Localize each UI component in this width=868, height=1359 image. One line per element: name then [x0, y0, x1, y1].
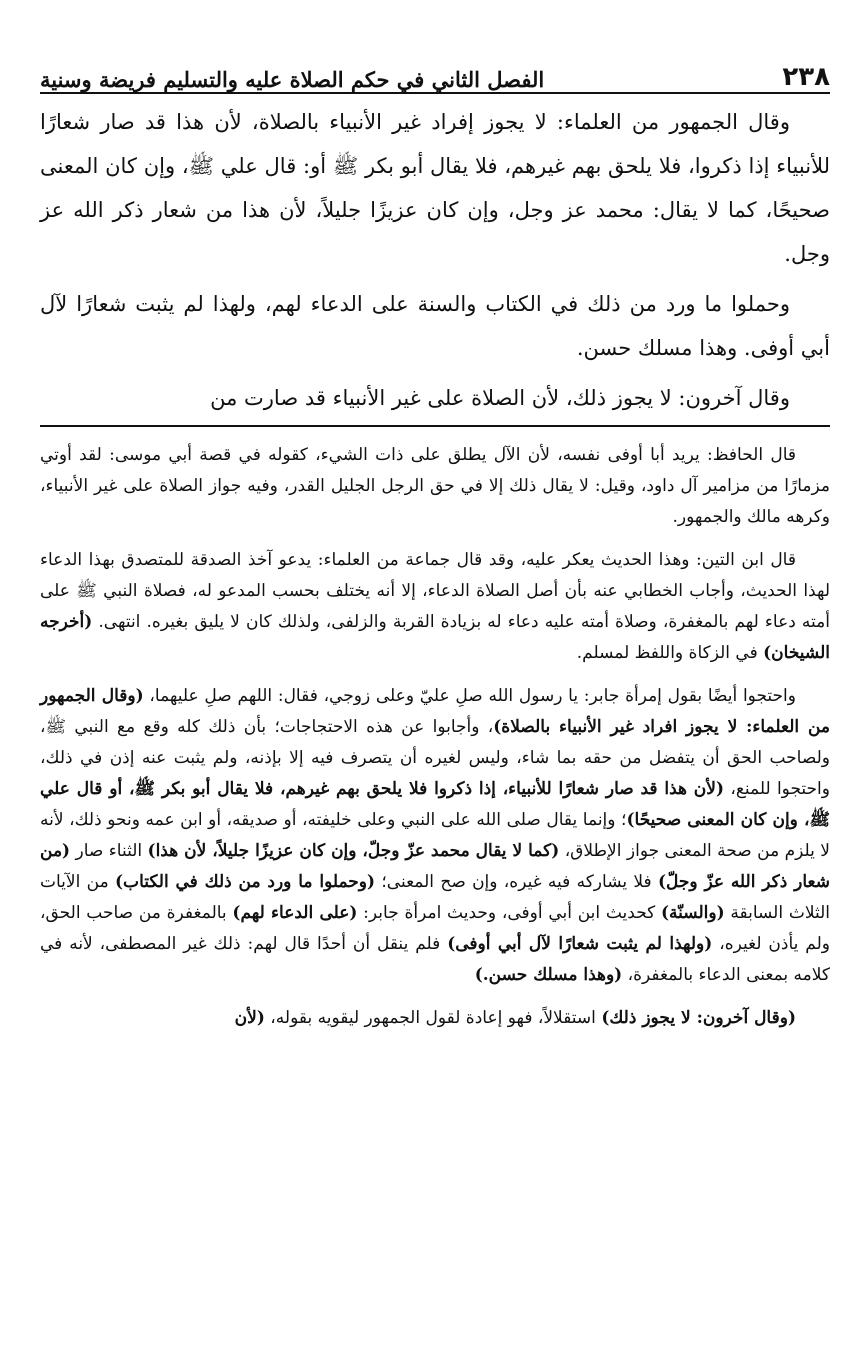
commentary-bold-text: (لأن — [234, 1008, 265, 1028]
commentary-paragraph — [40, 545, 830, 669]
commentary-bold-text: (من شعار ذكر الله عزّ وجلّ) — [40, 841, 831, 892]
running-header — [40, 38, 830, 92]
main-text — [40, 100, 830, 420]
commentary-bold-text: (وحملوا ما ورد من ذلك في الكتاب) — [115, 872, 376, 892]
commentary-bold-text: (وهذا مسلك حسن.) — [474, 965, 623, 985]
commentary-text: فلا يشاركه فيه غيره، وإن صح المعنى؛ — [375, 872, 658, 892]
commentary-bold-text: (والسنّة) — [661, 903, 725, 923]
main-paragraph: وحملوا ما ورد من ذلك في الكتاب والسنة على الدعاء لهم، ولهذا لم يثبت شعارًا لآل أبي أوفى. وهذا مسلك حسن. — [40, 292, 830, 360]
commentary-bold-text: (وقال آخرون: لا يجوز ذلك) — [601, 1008, 796, 1028]
commentary-text: بالمغفرة من صاحب الحق، ولم يأذن لغيره، — [40, 903, 831, 954]
commentary-bold-text: (لأن هذا قد صار شعارًا للأنبياء، إذا ذكروا فلا يلحق بهم غيرهم، فلا يقال أبو بكر ﷺ، أو قال علي ﷺ، وإن كان المعنى صحيحًا) — [40, 779, 830, 830]
commentary-text: في الزكاة واللفظ لمسلم. — [576, 643, 758, 663]
commentary-text: ، وأجابوا عن هذه الاحتجاجات؛ بأن ذلك كله وقع مع النبي ﷺ، ولصاحب الحق أن يتفضل من حقه بما شاء، وليس لغيره أن يتصرف فيه إلا بإذنه، ولم يثبت عنه إذن في ذلك، واحتجوا للمنع، — [40, 717, 830, 799]
commentary-bold-text: (كما لا يقال محمد عزّ وجلّ، وإن كان عزيزًا جليلاً، لأن هذا) — [147, 841, 560, 861]
commentary-paragraph — [40, 681, 830, 991]
commentary-text: فلم ينقل أن أحدًا قال لهم: ذلك غير المصطفى، لأنه في كلامه بمعنى الدعاء بالمغفرة، — [40, 934, 830, 985]
commentary-paragraph: قال الحافظ: يريد أبا أوفى نفسه، لأن الآل يطلق على ذات الشيء، كقوله في قصة أبي موسى: لقد أوتي مزمارًا من مزامير آل داود، وقيل: لا يقال ذلك إلا في حق الرجل الجليل القدر، وفيه جواز الصلاة على غير الأنبياء، وكرهه مالك والجمهور. — [40, 445, 830, 527]
commentary-text: ؛ وإنما يقال صلى الله على النبي وعلى خليفته، أو صديقه، أو ابن عمه ونحو ذلك، لأنه لا يلزم من صحة المعنى جواز الإطلاق، — [40, 810, 830, 861]
commentary-bold-text: (على الدعاء لهم) — [232, 903, 358, 923]
main-paragraph: وقال آخرون: لا يجوز ذلك، لأن الصلاة على غير الأنبياء قد صارت من — [210, 386, 790, 410]
main-paragraph: وقال الجمهور من العلماء: لا يجوز إفراد غير الأنبياء بالصلاة، لأن هذا قد صار شعارًا للأنبياء إذا ذكروا، فلا يلحق بهم غيرهم، فلا يقال أبو بكر ﷺ أو: قال علي ﷺ، وإن كان المعنى صحيحًا، كما لا يقال: محمد عز وجل، وإن كان عزيزًا جليلاً، لأن هذا من شعار ذكر الله عز وجل. — [40, 110, 830, 266]
chapter-title: الفصل الثاني في حكم الصلاة عليه والتسليم فريضة وسنية — [40, 67, 545, 92]
header-rule — [40, 92, 830, 94]
commentary-bold-text: (أخرجه الشيخان) — [40, 612, 830, 663]
commentary-text: قال ابن التين: وهذا الحديث يعكر عليه، وقد قال جماعة من العلماء: يدعو آخذ الصدقة للمتصدق بهذا الدعاء لهذا الحديث، وأجاب الخطابي عنه بأن أصل الصلاة الدعاء، إلا أنه يختلف بحسب المدعو له، فصلاة النبي ﷺ على أمته دعاء لهم بالمغفرة، وصلاة أمته عليه دعاء له بزيادة القربة والزلفى، ولذلك كان لا يليق بغيره. انتهى. — [40, 550, 830, 632]
commentary-text: استقلالاً، فهو إعادة لقول الجمهور ليقويه بقوله، — [264, 1008, 602, 1028]
commentary-bold-text: (وقال الجمهور من العلماء: لا يجوز افراد غير الأنبياء بالصلاة) — [40, 686, 830, 737]
commentary-text: كحديث ابن أبي أوفى، وحديث امرأة جابر: — [357, 903, 662, 923]
commentary-paragraph — [40, 1003, 830, 1034]
commentary — [40, 440, 830, 1034]
page-number: ٢٣٨ — [782, 62, 830, 92]
commentary-bold-text: (ولهذا لم يثبت شعارًا لآل أبي أوفى) — [447, 934, 713, 954]
commentary-text: من الآيات الثلاث السابقة — [40, 872, 830, 923]
commentary-text: واحتجوا أيضًا بقول إمرأة جابر: يا رسول الله صلِ عليّ وعلى زوجي، فقال: اللهم صلِ عليهما، — [143, 686, 796, 706]
commentary-text: الثناء صار — [70, 841, 148, 861]
commentary-rule — [40, 425, 830, 427]
